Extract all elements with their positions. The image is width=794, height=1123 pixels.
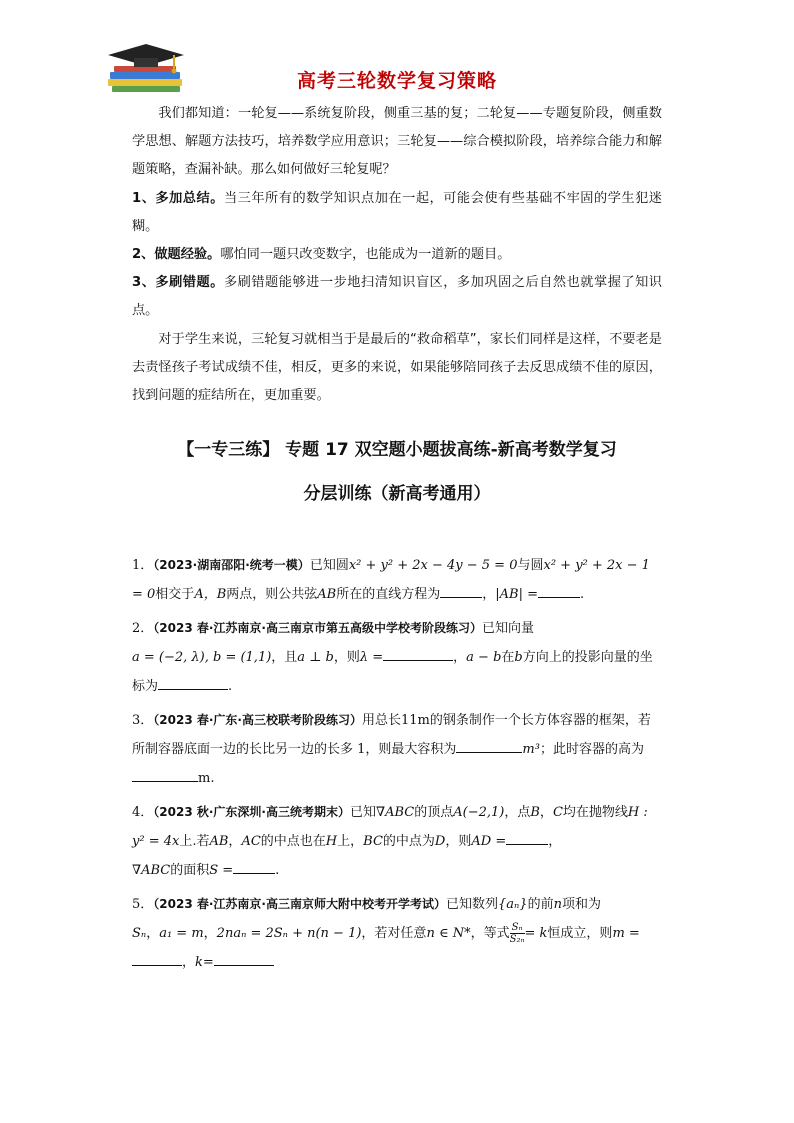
question-5 [132,890,662,977]
question-number: 3． [132,713,154,728]
question-text: 已知数列 [445,897,498,912]
question-text: . [210,771,215,786]
question-number: 4． [132,805,154,820]
answer-blank[interactable] [132,951,182,966]
equation: H [325,834,338,849]
closing-paragraph: 对于学生来说，三轮复习就相当于是最后的“救命稻草”，家长们同样是这样，不要老是去责怪孩子考试成绩不佳，相反，更多的来说，如果能够陪同孩子去反思成绩不佳的原因，找到问题的症结所在，更加重要。 [132,331,662,404]
equation: x² + y² + 2x − 1 = 0 [132,558,650,602]
question-text: . [275,863,280,878]
question-source: （2023 秋·广东深圳·高三统考期末） [153,805,350,819]
question-text: 已知向量 [481,621,534,636]
question-text: 已知 [349,805,376,820]
question-4 [132,798,662,885]
equation: C [552,805,563,820]
answer-blank[interactable] [158,675,228,690]
page-title: 高考三轮数学复习策略 [296,70,497,92]
question-text: 上， [337,834,364,849]
tip-2-text: 哪怕同一题只改变数字，也能成为一道新的题目。 [220,247,511,263]
equation: m = [612,926,640,941]
question-number: 2． [132,621,154,636]
question-text: ，若对任意 [361,926,427,941]
question-text: 方向上的投影向量的坐标为 [132,650,653,694]
document-title-line-1: 【一专三练】 专题 17 双空题小题拔高练-新高考数学复习 [177,440,617,460]
math-term: |AB| = [495,587,538,602]
tip-1 [132,185,662,241]
equation: = k [524,926,548,941]
question-number: 1． [132,558,154,573]
answer-blank[interactable] [233,859,275,874]
equation: a ⊥ b [297,650,334,665]
answer-blank[interactable] [132,767,198,782]
question-text: 的面积 [170,863,210,878]
question-text: ， [146,926,160,941]
math-term: A，B [194,587,227,602]
question-text: 用总长11m的钢条制作一个长方体容器的框架，若所制容器底面一边的长比另一边的长多 1，则最大容积为 [132,713,651,757]
question-text: ，点 [504,805,531,820]
equation: B [530,805,540,820]
question-source: （2023·湖南邵阳·统考一模） [153,558,310,572]
question-list [132,551,662,982]
question-text: ，等式 [470,926,510,941]
equation: 2naₙ = 2Sₙ + n(n − 1) [216,926,362,941]
question-text: 的前 [527,897,554,912]
question-source: （2023 春·广东·高三校联考阶段练习） [153,713,362,727]
question-source: （2023 春·江苏南京·高三南京市第五高级中学校考阶段练习） [153,621,482,635]
question-2 [132,614,662,701]
question-text: 已知圆 [309,558,349,573]
question-text: . [228,679,233,694]
question-text: ，且 [271,650,298,665]
question-text: 与圆 [517,558,544,573]
equation: AD = [471,834,507,849]
question-text: 在 [501,650,515,665]
equation: x² + y² + 2x − 4y − 5 = 0 [348,558,518,573]
question-source: （2023 春·江苏南京·高三南京师大附中校考开学考试） [153,897,446,911]
equation: a = (−2, λ), b = (1,1) [132,650,272,665]
equation: S = [209,863,234,878]
question-text: 项和为 [561,897,601,912]
tip-3-text: 多刷错题能够进一步地扫清知识盲区，多加巩固之后自然也就掌握了知识点。 [132,275,662,319]
question-text: 恒成立，则 [547,926,613,941]
intro-paragraph: 我们都知道：一轮复——系统复阶段，侧重三基的复；二轮复——专题复阶段，侧重数学思想、解题方法技巧，培养数学应用意识；三轮复——综合模拟阶段，培养综合能力和解题策略，查漏补缺。那么如何做好三轮复呢？ [132,106,662,178]
equation: A(−2,1) [453,805,505,820]
question-number: 5． [132,897,154,912]
question-text: 上.若 [179,834,210,849]
intro-section [132,100,662,410]
answer-blank[interactable] [538,583,580,598]
fraction-denominator: S₂ₙ [509,934,525,945]
equation: BC [363,834,383,849]
question-text: 的中点为 [382,834,435,849]
tip-3-label: 3、多刷错题。 [132,275,224,291]
fraction [510,922,525,945]
question-text: ， [182,955,196,970]
equation: n ∈ N* [426,926,471,941]
document-title-line-2: 分层训练（新高考通用） [303,484,491,504]
equation: a₁ = m [159,926,204,941]
tip-1-text: 当三年所有的数学知识点加在一起，可能会使有些基础不牢固的学生犯迷糊。 [132,190,662,234]
equation: ∇ABC [132,863,171,878]
equation: a − b [466,650,502,665]
equation: {aₙ} [498,897,528,912]
tip-3 [132,269,662,325]
question-text: ， [482,587,496,602]
fraction-numerator: Sₙ [510,922,525,934]
answer-blank[interactable] [383,646,453,661]
equation: n [553,897,562,912]
answer-blank[interactable] [456,738,522,753]
equation: b [514,650,523,665]
math-term: AB [317,587,337,602]
equation: AB [209,834,229,849]
unit: m [198,771,211,786]
question-3 [132,706,662,793]
equation: D [434,834,446,849]
equation: ∇ABC [376,805,415,820]
question-text: 两点，则公共弦 [226,587,318,602]
document-title [126,428,668,516]
tip-1-label: 1、多加总结。 [132,190,224,206]
question-text: ，则 [333,650,360,665]
question-text: ， [453,650,467,665]
equation: AC [241,834,261,849]
unit: m³ [522,742,540,757]
question-text: ， [548,834,562,849]
question-text: ， [228,834,242,849]
question-text: 均在抛物线 [562,805,628,820]
question-text: 相交于 [155,587,195,602]
question-text: . [580,587,585,602]
question-1 [132,551,662,609]
math-term: k= [195,955,214,970]
answer-blank[interactable] [440,583,482,598]
equation: H : y² = 4x [132,805,648,849]
question-text: 的顶点 [414,805,454,820]
question-text: ，则 [445,834,472,849]
answer-blank[interactable] [214,951,274,966]
question-text: 所在的直线方程为 [336,587,441,602]
tip-2-label: 2、做题经验。 [132,247,221,263]
question-text: ， [203,926,217,941]
equation: Sₙ [132,926,147,941]
math-term: λ = [359,650,384,665]
question-text: ；此时容器的高为 [539,742,644,757]
answer-blank[interactable] [506,830,548,845]
tip-2 [132,241,662,269]
question-text: 的中点也在 [260,834,326,849]
question-text: ， [539,805,553,820]
